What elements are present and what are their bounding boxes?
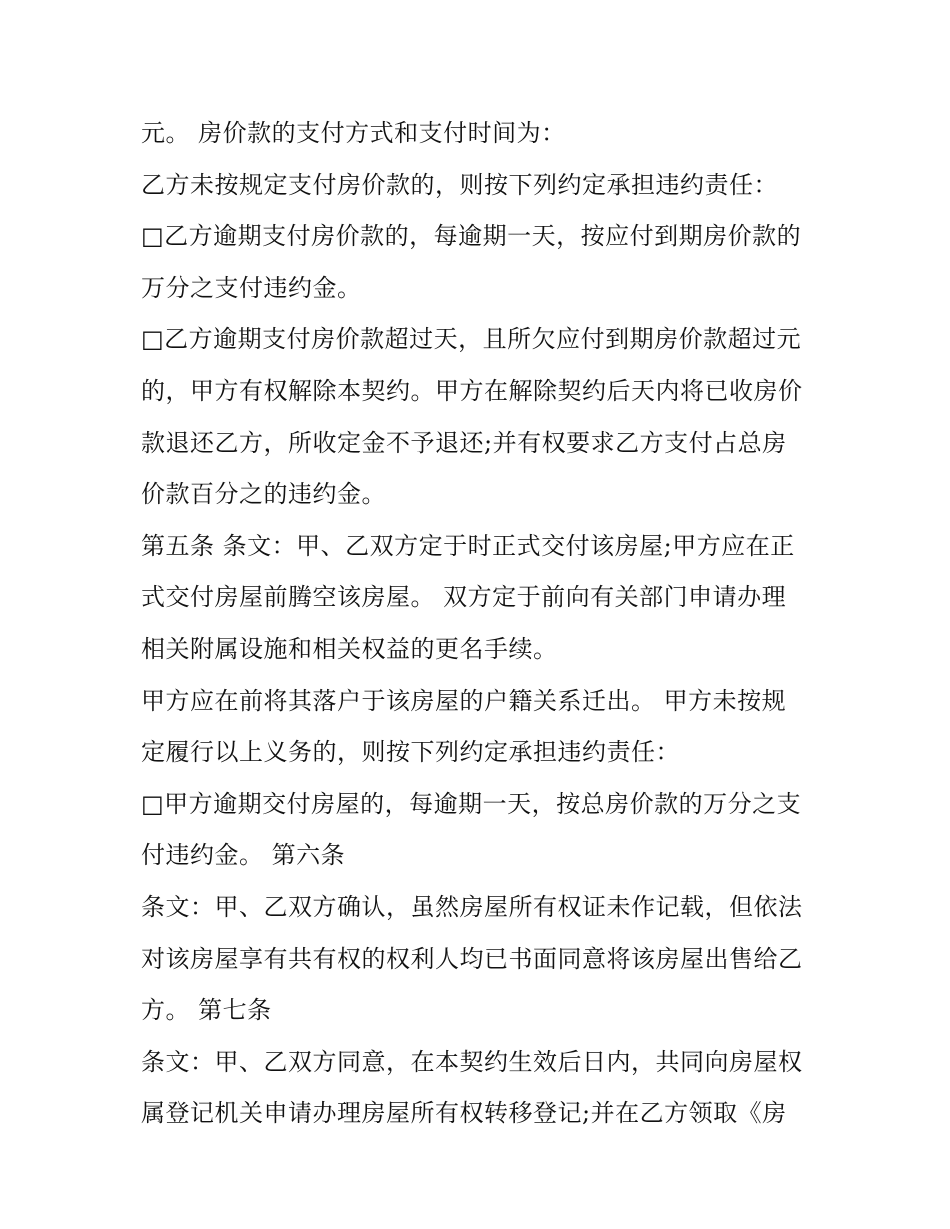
text-line: □甲方逾期交付房屋的，每逾期一天，按总房价款的万分之支 (141, 789, 802, 818)
text-line: 乙方未按规定支付房价款的，则按下列约定承担违约责任： (141, 170, 778, 199)
text-line: 付违约金。 第六条 (141, 841, 346, 870)
text-line: 款退还乙方，所收定金不予退还;并有权要求乙方支付占总房 (141, 428, 787, 457)
text-line: □乙方逾期支付房价款超过天，且所欠应付到期房价款超过元 (141, 325, 802, 354)
text-line: 方。 第七条 (141, 996, 272, 1025)
text-line: 条文：甲、乙双方确认，虽然房屋所有权证未作记载，但依法 (141, 892, 803, 921)
text-line: 的，甲方有权解除本契约。甲方在解除契约后天内将已收房价 (141, 376, 803, 405)
text-line: 对该房屋享有共有权的权利人均已书面同意将该房屋出售给乙 (141, 944, 803, 973)
text-line: 价款百分之的违约金。 (141, 480, 386, 509)
text-line: □乙方逾期支付房价款的，每逾期一天，按应付到期房价款的 (141, 222, 802, 251)
text-line: 式交付房屋前腾空该房屋。 双方定于前向有关部门申请办理 (141, 583, 787, 612)
text-line: 万分之支付违约金。 (141, 273, 362, 302)
text-line: 第五条 条文：甲、乙双方定于时正式交付该房屋;甲方应在正 (141, 531, 795, 560)
text-line: 属登记机关申请办理房屋所有权转移登记;并在乙方领取《房 (141, 1099, 787, 1128)
text-line: 甲方应在前将其落户于该房屋的户籍关系迁出。 甲方未按规 (141, 686, 787, 715)
text-line: 定履行以上义务的，则按下列约定承担违约责任： (141, 738, 680, 767)
contract-text-body (141, 108, 821, 1140)
text-line: 元。 房价款的支付方式和支付时间为： (141, 119, 566, 147)
text-line: 条文：甲、乙双方同意，在本契约生效后日内，共同向房屋权 (141, 1047, 803, 1076)
text-line: 相关附属设施和相关权益的更名手续。 (141, 634, 558, 663)
